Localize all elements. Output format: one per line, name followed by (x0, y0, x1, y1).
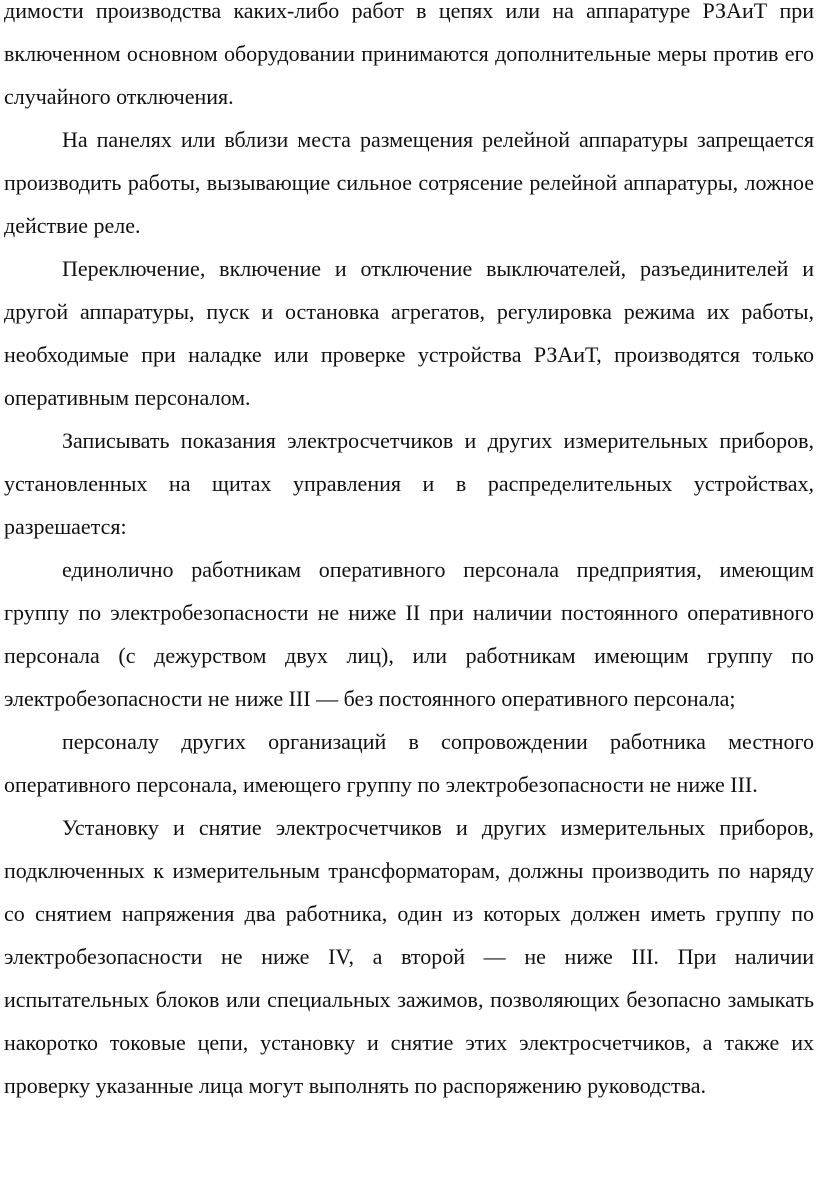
paragraph-meter-installation: Установку и снятие электросчетчиков и других измерительных приборов, подключенных к измерительным трансформаторам, должны производить по наряду со снятием напряжения два работника, один из которых должен иметь группу по электробезопасности не ниже IV, а второй — не ниже III. При наличии испытательных блоков или специальных зажимов, позволяющих безопасно замыкать накоротко токовые цепи, установку и снятие этих электросчетчиков, а также их проверку указанные лица могут выполнять по распоряжению руководства. (4, 815, 814, 1098)
paragraph-other-organizations: персоналу других организаций в сопровождении работника местного оперативного персонала, имеющего группу по электробезопасности не ниже III. (4, 729, 814, 797)
paragraph-meter-readings: Записывать показания электросчетчиков и других измерительных приборов, установленных на щитах управления и в распределительных устройствах, разрешается: (4, 428, 814, 539)
paragraph-operative-staff: единолично работникам оперативного персонала предприятия, имеющим группу по электробезопасности не ниже II при наличии постоянного оперативного персонала (с дежурством двух лиц), или работникам имеющим группу по электробезопасности не ниже III — без постоянного оперативного персонала; (4, 557, 814, 711)
paragraph-relay-panels: На панелях или вблизи места размещения релейной аппаратуры запрещается производить работы, вызывающие сильное сотрясение релейной аппаратуры, ложное действие реле. (4, 127, 814, 238)
paragraph-switching: Переключение, включение и отключение выключателей, разъединителей и другой аппаратуры, пуск и остановка агрегатов, регулировка режима их работы, необходимые при наладке или проверке устройства РЗАиТ, производятся только оперативным персоналом. (4, 256, 814, 410)
paragraph-continuation: димости производства каких-либо работ в цепях или на аппаратуре РЗАиТ при включенном основном оборудовании принимаются дополнительные меры против его случайного отключения. (4, 0, 814, 109)
document-page (4, 0, 814, 1107)
